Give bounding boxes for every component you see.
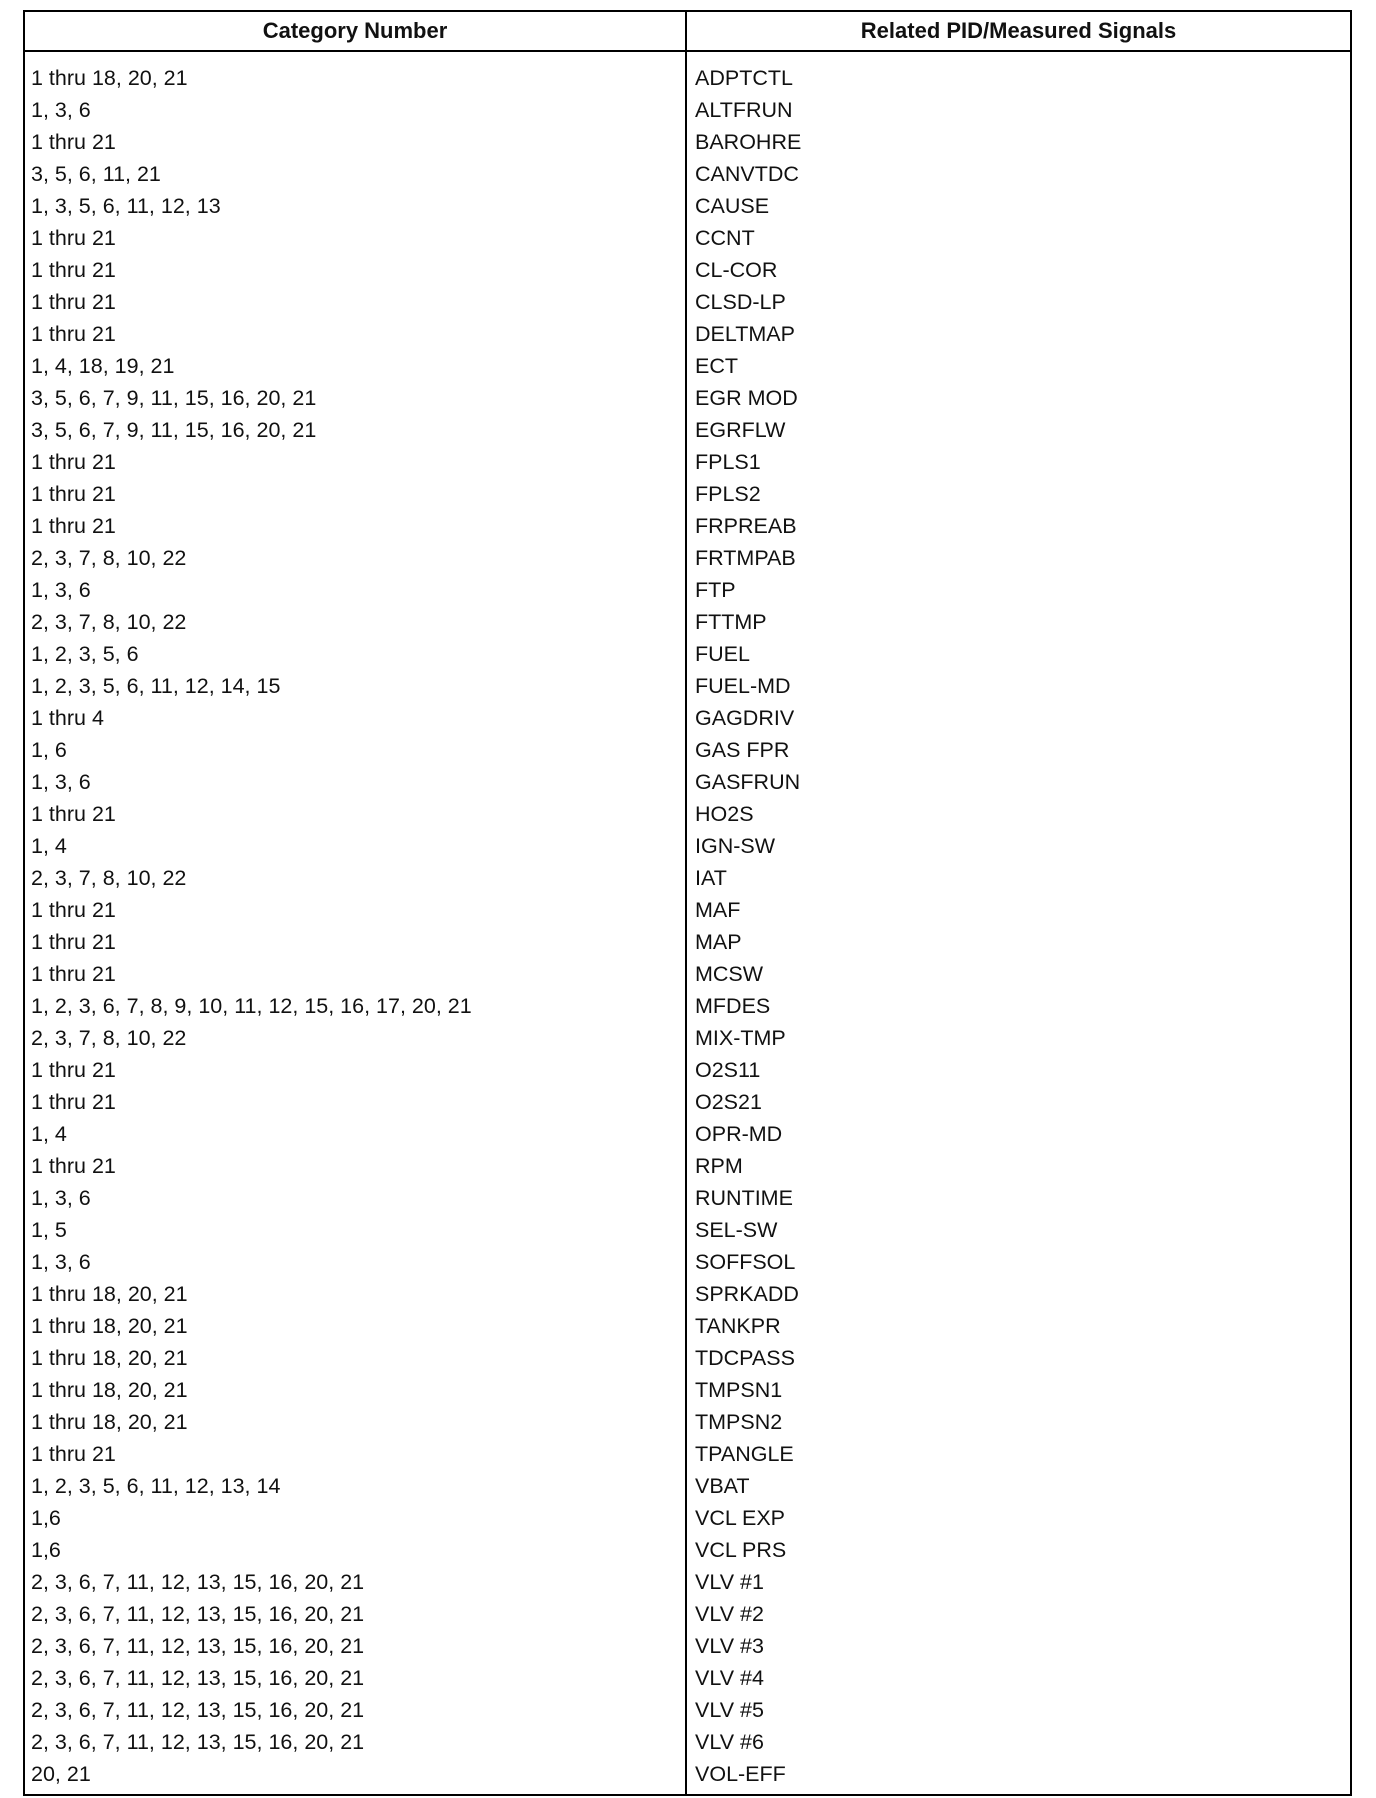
signal-cell: SPRKADD [695, 1282, 799, 1306]
signal-cell: VLV #3 [695, 1634, 764, 1658]
signal-cell: FPLS2 [695, 482, 761, 506]
signal-cell: TMPSN2 [695, 1410, 783, 1434]
signal-cell: OPR-MD [695, 1122, 783, 1146]
category-cell: 2, 3, 6, 7, 11, 12, 13, 15, 16, 20, 21 [31, 1698, 365, 1722]
category-cell: 1, 3, 6 [31, 770, 91, 794]
signal-cell: MAF [695, 898, 741, 922]
category-cell: 1, 3, 6 [31, 1186, 91, 1210]
signal-cell: EGRFLW [695, 418, 786, 442]
signal-cell: VOL-EFF [695, 1762, 786, 1786]
table-header [25, 12, 1350, 52]
signal-cell: CLSD-LP [695, 290, 786, 314]
signal-cell: MCSW [695, 962, 764, 986]
category-cell: 1 thru 4 [31, 706, 104, 730]
signal-cell: FRPREAB [695, 514, 797, 538]
category-cell: 1 thru 21 [31, 1090, 116, 1114]
category-cell: 2, 3, 7, 8, 10, 22 [31, 610, 187, 634]
category-column [25, 52, 687, 1794]
category-cell: 1, 2, 3, 5, 6, 11, 12, 14, 15 [31, 674, 281, 698]
signal-cell: GASFRUN [695, 770, 801, 794]
category-cell: 1 thru 21 [31, 450, 116, 474]
category-cell: 1 thru 21 [31, 514, 116, 538]
signal-cell: MIX-TMP [695, 1026, 786, 1050]
signal-cell: ADPTCTL [695, 66, 793, 90]
category-cell: 1 thru 18, 20, 21 [31, 1282, 188, 1306]
category-cell: 1 thru 21 [31, 930, 116, 954]
table-body [25, 52, 1350, 1794]
signal-cell: FTP [695, 578, 736, 602]
signal-cell: RPM [695, 1154, 743, 1178]
signal-cell: TMPSN1 [695, 1378, 783, 1402]
signal-cell: GAS FPR [695, 738, 790, 762]
category-cell: 1 thru 21 [31, 226, 116, 250]
signal-cell: EGR MOD [695, 386, 798, 410]
category-cell: 1,6 [31, 1538, 61, 1562]
category-cell: 2, 3, 6, 7, 11, 12, 13, 15, 16, 20, 21 [31, 1666, 365, 1690]
signal-column [687, 52, 1350, 1794]
category-cell: 1 thru 21 [31, 258, 116, 282]
signal-cell: SEL-SW [695, 1218, 778, 1242]
category-cell: 1 thru 18, 20, 21 [31, 1314, 188, 1338]
signal-cell: SOFFSOL [695, 1250, 796, 1274]
category-cell: 2, 3, 6, 7, 11, 12, 13, 15, 16, 20, 21 [31, 1730, 365, 1754]
category-cell: 1 thru 18, 20, 21 [31, 1378, 188, 1402]
signal-cell: TANKPR [695, 1314, 781, 1338]
signal-cell: VLV #5 [695, 1698, 764, 1722]
category-cell: 1 thru 21 [31, 482, 116, 506]
category-cell: 1, 4 [31, 1122, 67, 1146]
signal-cell: CAUSE [695, 194, 770, 218]
category-cell: 1, 6 [31, 738, 67, 762]
signal-cell: RUNTIME [695, 1186, 793, 1210]
signal-cell: VCL PRS [695, 1538, 787, 1562]
signal-cell: TPANGLE [695, 1442, 794, 1466]
signal-cell: CCNT [695, 226, 755, 250]
category-cell: 1 thru 21 [31, 962, 116, 986]
signal-cell: IGN-SW [695, 834, 776, 858]
category-cell: 1 thru 18, 20, 21 [31, 66, 188, 90]
category-cell: 1 thru 21 [31, 802, 116, 826]
category-cell: 2, 3, 7, 8, 10, 22 [31, 546, 187, 570]
category-cell: 1 thru 21 [31, 322, 116, 346]
category-cell: 1 thru 21 [31, 898, 116, 922]
signal-cell: DELTMAP [695, 322, 795, 346]
category-cell: 1, 3, 6 [31, 1250, 91, 1274]
category-cell: 2, 3, 6, 7, 11, 12, 13, 15, 16, 20, 21 [31, 1634, 365, 1658]
signal-cell: FPLS1 [695, 450, 761, 474]
signal-cell: VBAT [695, 1474, 750, 1498]
signal-cell: ALTFRUN [695, 98, 793, 122]
signal-cell: FUEL [695, 642, 750, 666]
signal-cell: MAP [695, 930, 742, 954]
category-cell: 2, 3, 6, 7, 11, 12, 13, 15, 16, 20, 21 [31, 1602, 365, 1626]
signal-cell: VCL EXP [695, 1506, 786, 1530]
signal-cell: VLV #4 [695, 1666, 764, 1690]
signal-cell: BAROHRE [695, 130, 802, 154]
category-cell: 3, 5, 6, 11, 21 [31, 162, 161, 186]
signal-cell: VLV #6 [695, 1730, 764, 1754]
category-cell: 3, 5, 6, 7, 9, 11, 15, 16, 20, 21 [31, 418, 317, 442]
category-cell: 1, 2, 3, 5, 6 [31, 642, 139, 666]
signal-cell: GAGDRIV [695, 706, 795, 730]
signal-cell: ECT [695, 354, 738, 378]
category-cell: 2, 3, 7, 8, 10, 22 [31, 1026, 187, 1050]
category-cell: 1, 3, 6 [31, 578, 91, 602]
signal-cell: MFDES [695, 994, 771, 1018]
category-cell: 1, 3, 5, 6, 11, 12, 13 [31, 194, 221, 218]
signal-cell: HO2S [695, 802, 754, 826]
signal-cell: CL-COR [695, 258, 778, 282]
category-cell: 1 thru 18, 20, 21 [31, 1410, 188, 1434]
category-cell: 2, 3, 7, 8, 10, 22 [31, 866, 187, 890]
category-cell: 1 thru 21 [31, 1058, 116, 1082]
signal-cell: FTTMP [695, 610, 767, 634]
signal-cell: IAT [695, 866, 727, 890]
category-cell: 1, 2, 3, 5, 6, 11, 12, 13, 14 [31, 1474, 281, 1498]
header-category-number: Category Number [25, 12, 687, 50]
signal-cell: O2S21 [695, 1090, 762, 1114]
category-cell: 2, 3, 6, 7, 11, 12, 13, 15, 16, 20, 21 [31, 1570, 365, 1594]
category-cell: 20, 21 [31, 1762, 91, 1786]
signal-cell: CANVTDC [695, 162, 799, 186]
signal-cell: O2S11 [695, 1058, 761, 1082]
category-cell: 1 thru 21 [31, 1442, 116, 1466]
signal-cell: FUEL-MD [695, 674, 791, 698]
signal-cell: FRTMPAB [695, 546, 796, 570]
category-cell: 1,6 [31, 1506, 61, 1530]
category-cell: 1 thru 21 [31, 130, 116, 154]
header-related-signals: Related PID/Measured Signals [860, 18, 1177, 43]
signal-cell: VLV #1 [695, 1570, 764, 1594]
category-cell: 1, 4, 18, 19, 21 [31, 354, 175, 378]
pid-category-table [23, 10, 1352, 1796]
category-cell: 1, 5 [31, 1218, 67, 1242]
category-cell: 3, 5, 6, 7, 9, 11, 15, 16, 20, 21 [31, 386, 317, 410]
category-cell: 1 thru 21 [31, 1154, 116, 1178]
category-cell: 1, 2, 3, 6, 7, 8, 9, 10, 11, 12, 15, 16, 17, 20, 21 [31, 994, 472, 1018]
category-cell: 1, 3, 6 [31, 98, 91, 122]
category-cell: 1, 4 [31, 834, 67, 858]
category-cell: 1 thru 21 [31, 290, 116, 314]
signal-cell: TDCPASS [695, 1346, 795, 1370]
category-cell: 1 thru 18, 20, 21 [31, 1346, 188, 1370]
signal-cell: VLV #2 [695, 1602, 764, 1626]
